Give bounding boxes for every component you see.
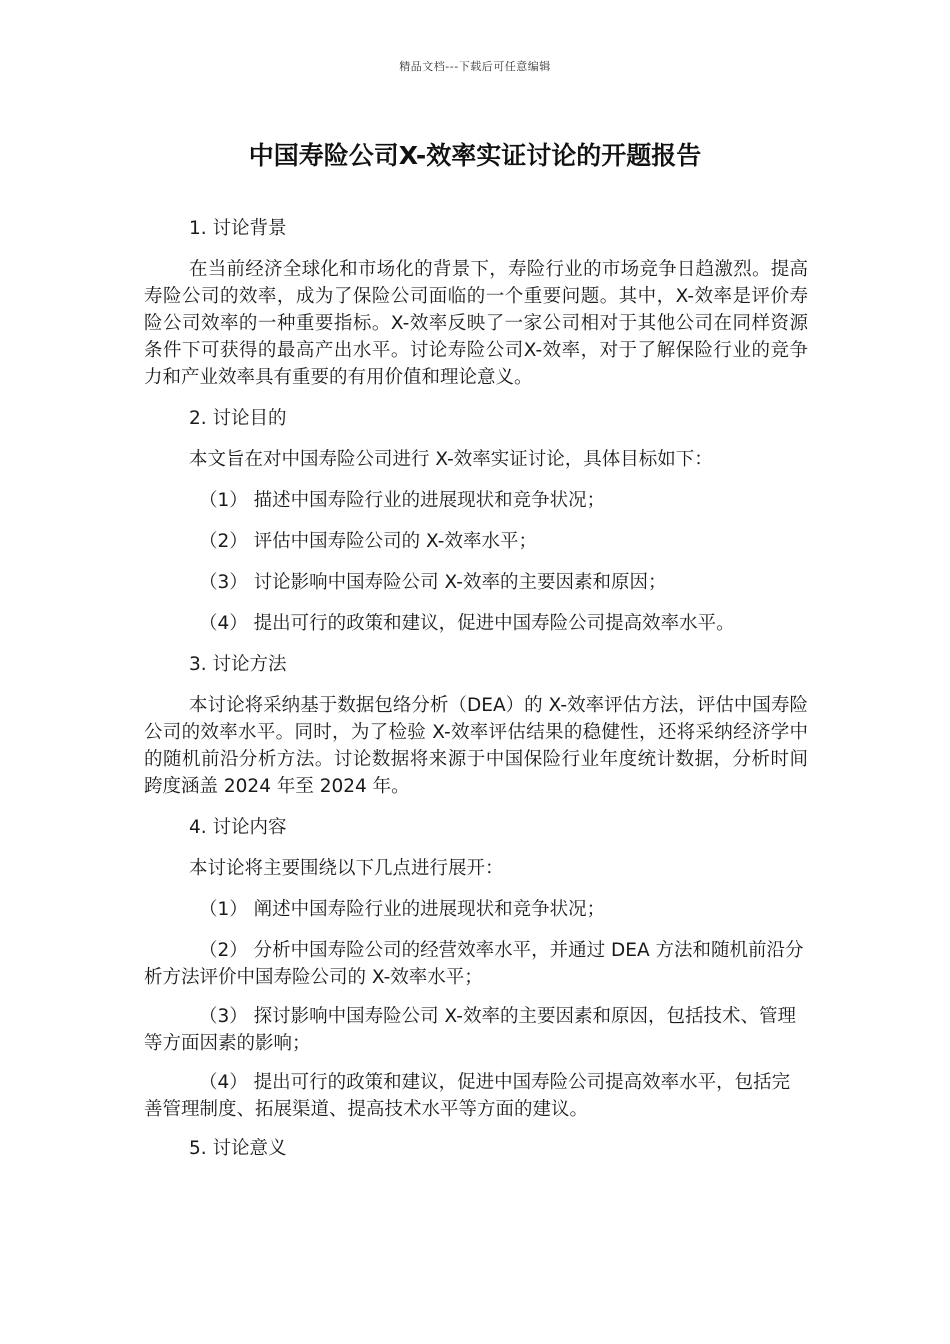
section-heading-background: 1. 讨论背景: [189, 218, 287, 239]
content-intro: 本讨论将主要围绕以下几点进行展开：: [189, 858, 504, 879]
section-heading-significance: 5. 讨论意义: [189, 1138, 287, 1159]
content-item-3: （3） 探讨影响中国寿险公司 X-效率的主要因素和原因，包括技术、管理等方面因素的影响；: [144, 1006, 796, 1054]
document-title: 中国寿险公司X-效率实证讨论的开题报告: [248, 141, 702, 170]
content-item-2: （2） 分析中国寿险公司的经营效率水平，并通过 DEA 方法和随机前沿分析方法评价中国寿险公司的 X-效率水平；: [144, 940, 804, 988]
purpose-item-4: （4） 提出可行的政策和建议，促进中国寿险公司提高效率水平。: [199, 613, 735, 634]
purpose-item-2: （2） 评估中国寿险公司的 X-效率水平；: [199, 531, 537, 552]
purpose-intro: 本文旨在对中国寿险公司进行 X-效率实证讨论，具体目标如下：: [189, 449, 713, 470]
document-body: [144, 215, 808, 1176]
section-heading-method: 3. 讨论方法: [189, 654, 287, 675]
content-item-1: （1） 阐述中国寿险行业的进展现状和竞争状况；: [199, 899, 606, 920]
purpose-item-1: （1） 描述中国寿险行业的进展现状和竞争状况；: [199, 490, 606, 511]
method-paragraph: 本讨论将采纳基于数据包络分析（DEA）的 X-效率评估方法，评估中国寿险公司的效率水平。同时，为了检验 X-效率评估结果的稳健性，还将采纳经济学中的随机前沿分析方法。讨论数据将来源于中国保险行业年度统计数据，分析时间跨度涵盖 2024 年至 2024 年。: [144, 695, 808, 797]
purpose-item-3: （3） 讨论影响中国寿险公司 X-效率的主要因素和原因；: [199, 572, 667, 593]
content-item-4: （4） 提出可行的政策和建议，促进中国寿险公司提高效率水平，包括完善管理制度、拓展渠道、提高技术水平等方面的建议。: [144, 1072, 791, 1120]
background-paragraph: 在当前经济全球化和市场化的背景下，寿险行业的市场竞争日趋激烈。提高寿险公司的效率，成为了保险公司面临的一个重要问题。其中，X-效率是评价寿险公司效率的一种重要指标。X-效率反映了一家公司相对于其他公司在同样资源条件下可获得的最高产出水平。讨论寿险公司X-效率，对于了解保险行业的竞争力和产业效率具有重要的有用价值和理论意义。: [144, 259, 808, 388]
section-heading-content: 4. 讨论内容: [189, 817, 287, 838]
section-heading-purpose: 2. 讨论目的: [189, 408, 287, 429]
page-header: 精品文档---下载后可任意编辑: [399, 60, 551, 73]
